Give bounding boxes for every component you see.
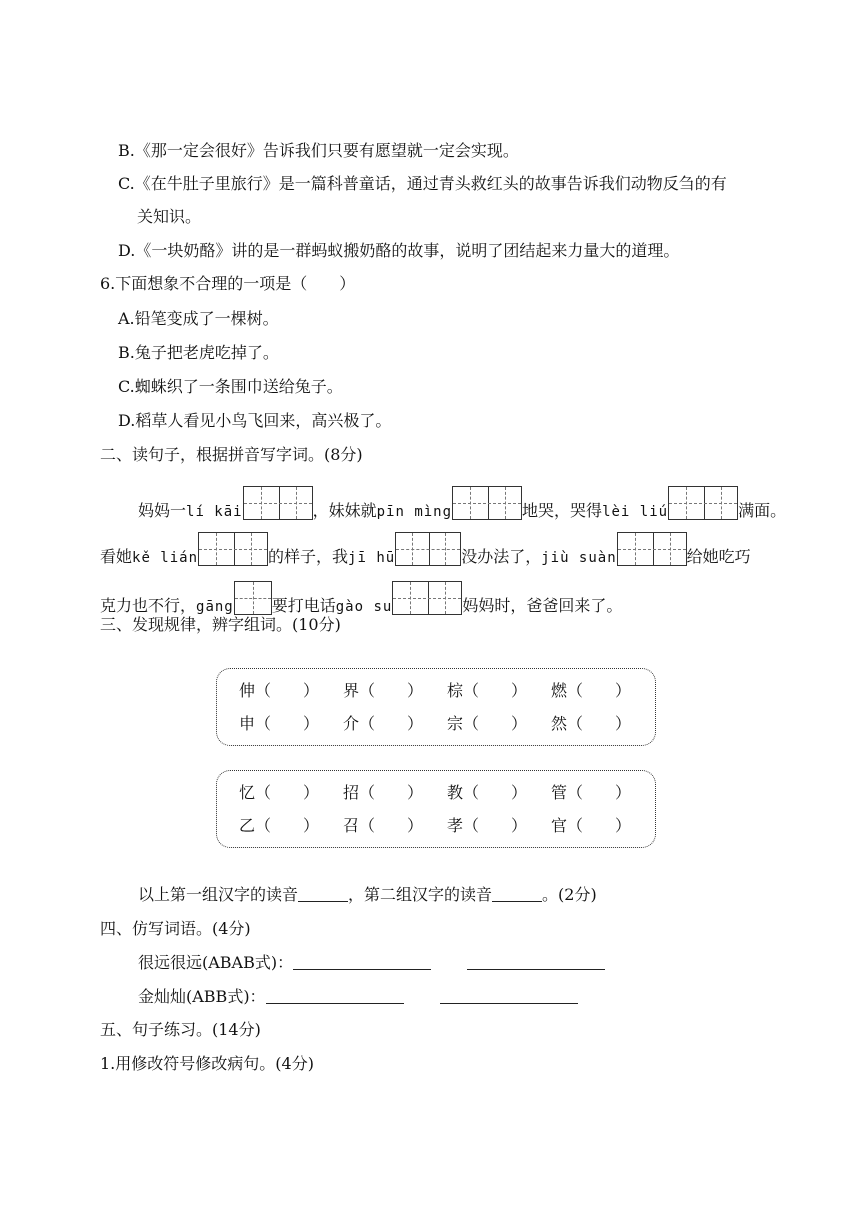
text-segment: 满面。 [738, 501, 787, 520]
q6-option-c: C.蜘蛛织了一条围巾送给兔子。 [118, 377, 343, 396]
q6-option-d: D.稻草人看见小鸟飞回来，高兴极了。 [118, 411, 392, 430]
writing-grid-2char[interactable] [395, 532, 461, 566]
answer-blank[interactable] [492, 901, 542, 902]
char-group-1-row-1 [239, 680, 655, 702]
char-item[interactable]: 棕（ ） [447, 681, 528, 700]
text-segment: 很远很远(ABAB式)： [138, 953, 294, 972]
writing-grid-2char[interactable] [243, 486, 313, 520]
q5-option-c-line1: C.《在牛肚子里旅行》是一篇科普童话，通过青头救红头的故事告诉我们动物反刍的有 [118, 174, 727, 193]
text-segment: 妈妈一 [138, 501, 187, 520]
section2-line3 [100, 581, 622, 618]
text-segment: ，第二组汉字的读音 [348, 885, 493, 904]
char-group-1-box [216, 668, 656, 746]
char-item[interactable]: 燃（ ） [551, 681, 632, 700]
writing-grid-2char[interactable] [617, 532, 687, 566]
q5-option-c-line2: 关知识。 [137, 207, 202, 226]
q5-option-d: D.《一块奶酪》讲的是一群蚂蚁搬奶酪的故事，说明了团结起来力量大的道理。 [118, 241, 680, 260]
writing-grid-2char[interactable] [392, 581, 462, 615]
section2-title: 二、读句子，根据拼音写字词。(8分) [100, 445, 363, 464]
char-group-2-row-1 [239, 782, 655, 804]
text-segment: 以上第一组汉字的读音 [138, 885, 299, 904]
writing-grid-2char[interactable] [198, 532, 268, 566]
char-group-2-row-2 [239, 815, 655, 837]
char-item[interactable]: 教（ ） [447, 783, 528, 802]
pinyin-leiliu: lèi liú [602, 504, 669, 520]
answer-blank[interactable] [266, 1003, 404, 1004]
section4-item1 [138, 952, 605, 974]
q5-option-b: B.《那一定会很好》告诉我们只要有愿望就一定会实现。 [118, 141, 519, 160]
char-item[interactable]: 孝（ ） [447, 816, 528, 835]
char-item[interactable]: 界（ ） [343, 681, 424, 700]
char-item[interactable]: 介（ ） [343, 714, 424, 733]
text-segment: 地哭，哭得 [522, 501, 603, 520]
text-segment: 没办法了， [461, 547, 542, 566]
char-item[interactable]: 宗（ ） [447, 714, 528, 733]
section4-title: 四、仿写词语。(4分) [100, 919, 251, 938]
char-item[interactable]: 官（ ） [551, 816, 632, 835]
pinyin-pinming: pīn mìng [376, 504, 453, 520]
answer-blank[interactable] [440, 1003, 578, 1004]
text-segment: 克力也不行， [100, 596, 197, 615]
writing-grid-2char[interactable] [668, 486, 738, 520]
text-segment: 金灿灿(ABB式)： [138, 987, 266, 1006]
char-group-2-box [216, 770, 656, 848]
char-item[interactable]: 申（ ） [239, 714, 320, 733]
char-item[interactable]: 乙（ ） [239, 816, 320, 835]
answer-blank[interactable] [298, 901, 348, 902]
pinyin-gang: gāng [196, 599, 234, 615]
section2-line1 [138, 486, 786, 523]
pinyin-jiusuan: jiù suàn [541, 550, 617, 566]
char-item[interactable]: 然（ ） [551, 714, 632, 733]
char-item[interactable]: 招（ ） [343, 783, 424, 802]
text-segment: 妈妈时，爸爸回来了。 [462, 596, 623, 615]
text-segment: 。(2分) [542, 885, 597, 904]
text-segment: 看她 [100, 547, 133, 566]
q6-option-b: B.兔子把老虎吃掉了。 [118, 343, 279, 362]
text-segment: 的样子，我 [268, 547, 349, 566]
answer-blank[interactable] [467, 969, 605, 970]
section5-title: 五、句子练习。(14分) [100, 1020, 261, 1039]
text-segment: ，妹妹就 [312, 501, 377, 520]
answer-blank[interactable] [293, 969, 431, 970]
section5-q1: 1.用修改符号修改病句。(4分) [100, 1054, 314, 1073]
char-item[interactable]: 忆（ ） [239, 783, 320, 802]
text-segment: 给她吃巧 [686, 547, 751, 566]
pinyin-jihu: jī hū [348, 550, 396, 566]
text-segment: 要打电话 [271, 596, 336, 615]
pinyin-likai: lí kāi [186, 504, 243, 520]
writing-grid-1char[interactable] [234, 581, 272, 615]
section3-title: 三、发现规律，辨字组词。(10分) [100, 615, 341, 634]
section3-summary [138, 884, 597, 906]
q6-stem: 6.下面想象不合理的一项是（ ） [100, 274, 356, 293]
char-item[interactable]: 伸（ ） [239, 681, 320, 700]
section4-item2 [138, 986, 578, 1008]
char-group-1-row-2 [239, 713, 655, 735]
writing-grid-2char[interactable] [452, 486, 522, 520]
pinyin-kelian: kě lián [132, 550, 199, 566]
char-item[interactable]: 召（ ） [343, 816, 424, 835]
q6-option-a: A.铅笔变成了一棵树。 [118, 309, 279, 328]
char-item[interactable]: 管（ ） [551, 783, 632, 802]
pinyin-gaosu: gào su [335, 599, 393, 615]
section2-line2 [100, 532, 751, 569]
